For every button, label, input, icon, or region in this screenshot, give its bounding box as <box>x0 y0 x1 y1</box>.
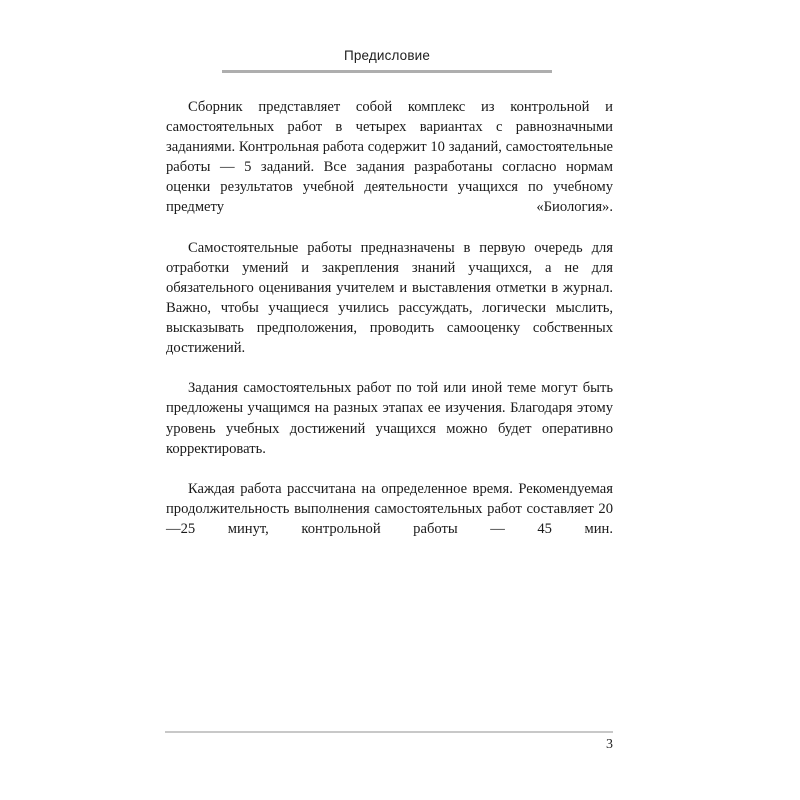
footer-divider <box>165 731 613 733</box>
header-divider <box>222 70 552 73</box>
paragraph: Задания самостоятельных работ по той или иной теме могут быть предложены учащимся на разных этапах ее изучения. Благодаря этому уровень учебных достижений учащихся можно будет оперативно корректировать. <box>166 380 613 457</box>
body-text <box>166 97 613 559</box>
paragraph: Самостоятельные работы предназначены в первую очередь для отработки умений и закрепления знаний учащихся, а не для обязательного оценивания учителем и выставления отметки в журнал. Важно, чтобы учащиеся учились рассуждать, логически мыслить, высказывать предположения, проводить самооценку собственных достижений. <box>166 239 613 357</box>
page-number: 3 <box>606 737 613 752</box>
page-title: Предисловие <box>344 48 430 63</box>
paragraph: Сборник представляет собой комплекс из контрольной и самостоятельных работ в четырех вариантах с равнозначными заданиями. Контрольная работа содержит 10 заданий, самостоятельные работы — 5 заданий. Все задания разработаны согласно нормам оценки результатов учебной деятельности учащихся по учебному предмету «Биология». <box>166 99 613 216</box>
paragraph: Каждая работа рассчитана на определенное время. Рекомендуемая продолжительность выполнения самостоятельных работ составляет 20—25 минут, контрольной работы — 45 мин. <box>166 480 613 537</box>
